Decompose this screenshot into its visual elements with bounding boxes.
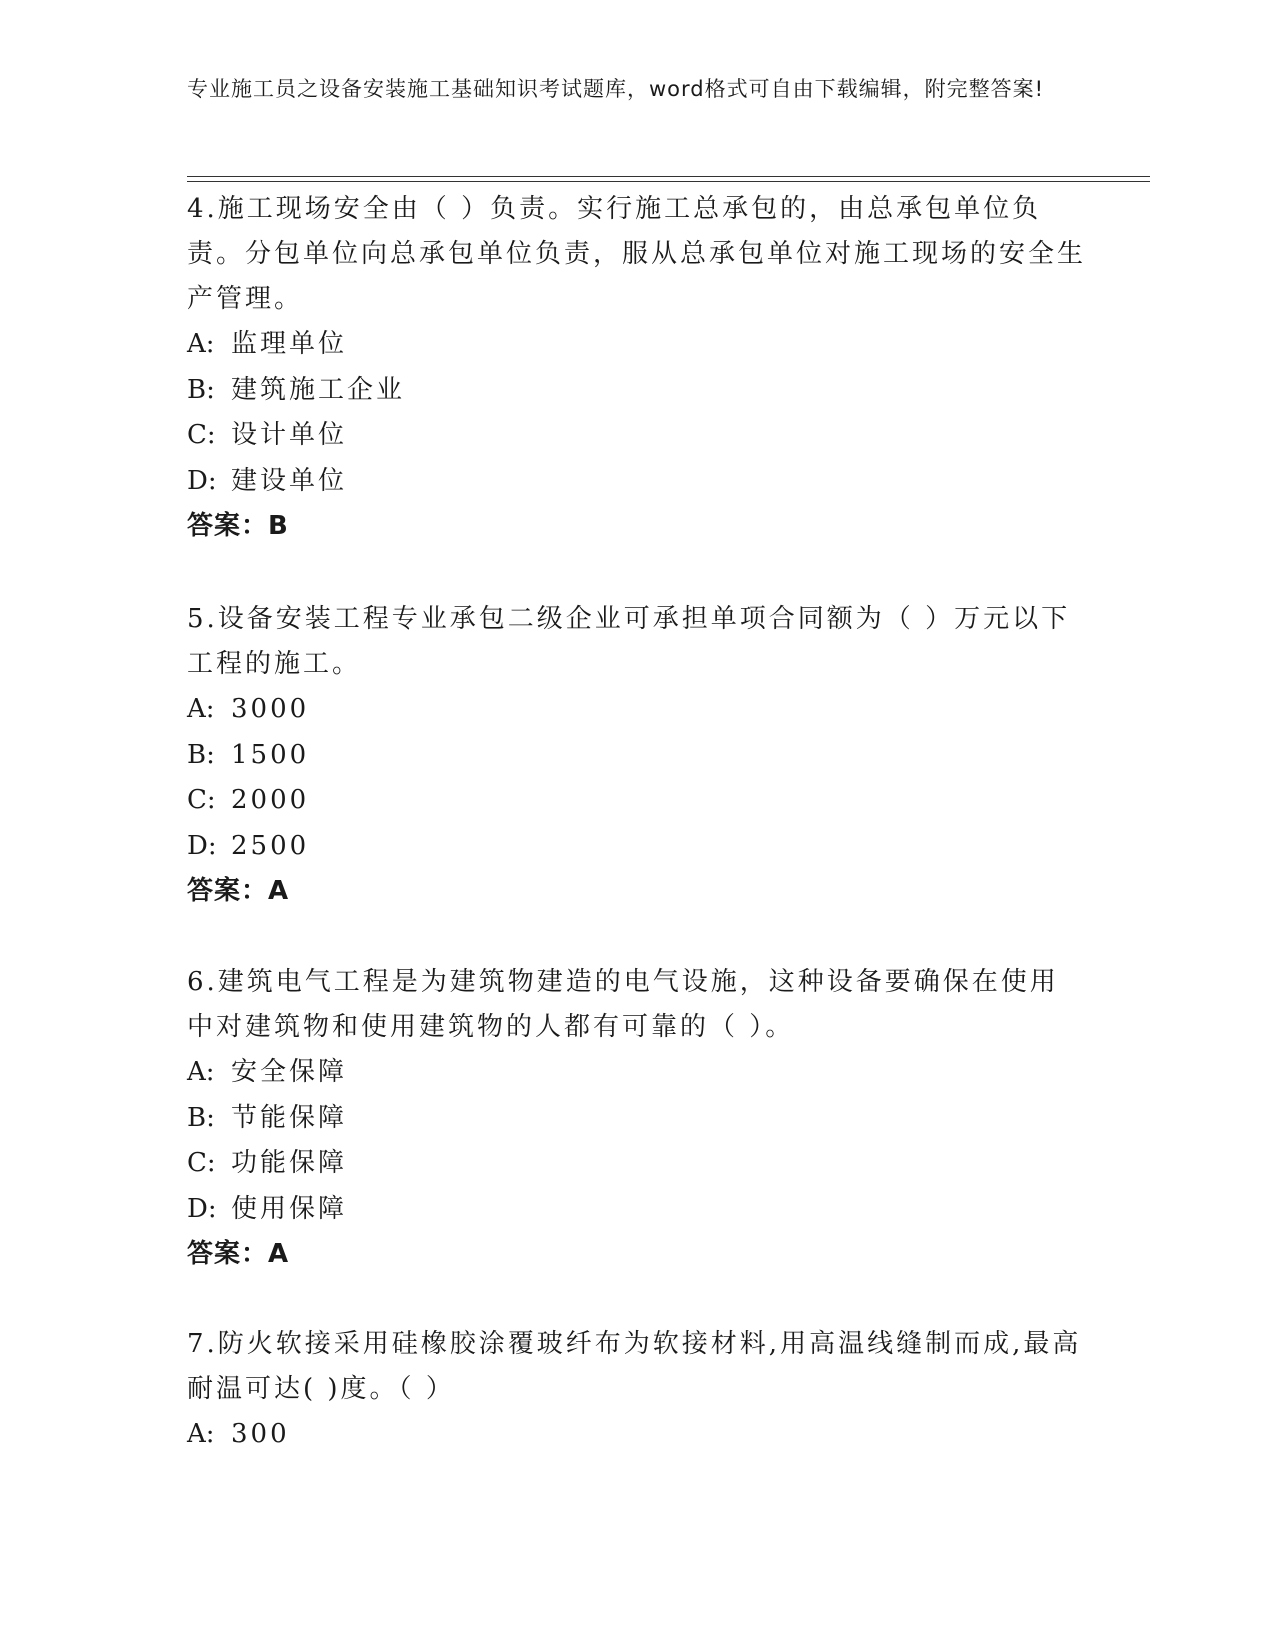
option-text: 1500: [231, 739, 310, 770]
option-text: 使用保障: [231, 1193, 348, 1224]
option-text: 监理单位: [231, 329, 348, 359]
option-key: D:: [187, 830, 217, 861]
option-d: [187, 459, 1087, 505]
option-text: 安全保障: [231, 1057, 348, 1087]
option-d: [187, 824, 1087, 870]
option-c: [187, 778, 1087, 824]
option-key: A:: [187, 1057, 215, 1087]
document-header: 专业施工员之设备安装施工基础知识考试题库，word格式可自由下载编辑，附完整答案!: [187, 77, 1045, 101]
answer-line: 答案：B: [187, 511, 289, 541]
answer-line: 答案：A: [187, 1239, 290, 1269]
option-text: 2500: [231, 830, 310, 861]
option-a: [187, 1412, 1087, 1458]
header-divider-bottom: [187, 181, 1150, 182]
option-key: C:: [187, 420, 216, 450]
question-stem: 6.建筑电气工程是为建筑物建造的电气设施，这种设备要确保在使用中对建筑物和使用建筑物的人都有可靠的（ ）。: [187, 967, 1059, 1042]
option-text: 设计单位: [231, 420, 348, 450]
option-key: A:: [187, 694, 215, 724]
option-key: A:: [187, 1419, 215, 1449]
option-key: C:: [187, 1148, 216, 1178]
option-text: 节能保障: [231, 1102, 348, 1133]
question-stem: 7.防火软接采用硅橡胶涂覆玻纤布为软接材料,用高温线缝制而成,最高耐温可达( )度。（ ）: [187, 1329, 1082, 1404]
option-key: D:: [187, 465, 217, 496]
option-key: D:: [187, 1193, 217, 1224]
option-text: 3000: [231, 694, 310, 724]
option-a: [187, 322, 1087, 368]
option-key: B:: [187, 1102, 215, 1133]
option-key: B:: [187, 374, 215, 405]
option-text: 建设单位: [231, 465, 348, 496]
question-4: [187, 187, 1087, 549]
question-5: [187, 597, 1087, 914]
option-c: [187, 413, 1087, 459]
option-c: [187, 1141, 1087, 1187]
question-6: [187, 960, 1087, 1277]
option-b: [187, 1096, 1087, 1142]
question-stem: 5.设备安装工程专业承包二级企业可承担单项合同额为（ ）万元以下工程的施工。: [187, 604, 1071, 679]
option-key: A:: [187, 329, 215, 359]
answer-line: 答案：A: [187, 876, 290, 906]
option-b: [187, 368, 1087, 414]
option-b: [187, 733, 1087, 779]
question-stem: 4.施工现场安全由（ ）负责。实行施工总承包的，由总承包单位负责。分包单位向总承包单位负责，服从总承包单位对施工现场的安全生产管理。: [187, 194, 1087, 314]
option-text: 300: [231, 1419, 290, 1449]
option-a: [187, 687, 1087, 733]
option-a: [187, 1050, 1087, 1096]
option-key: B:: [187, 739, 215, 770]
option-text: 2000: [231, 785, 310, 815]
header-divider-top: [187, 176, 1150, 177]
option-text: 功能保障: [231, 1148, 348, 1178]
option-key: C:: [187, 785, 216, 815]
question-7: [187, 1322, 1087, 1458]
option-text: 建筑施工企业: [231, 374, 406, 405]
option-d: [187, 1187, 1087, 1233]
